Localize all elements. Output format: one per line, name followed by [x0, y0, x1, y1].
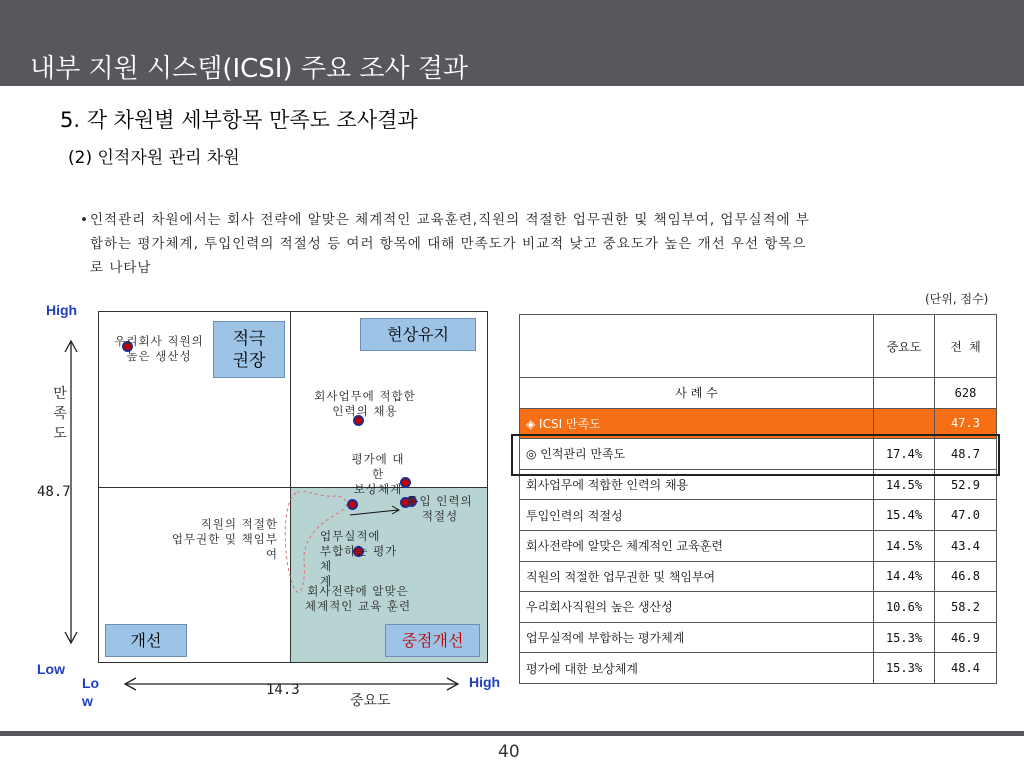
row-name: 회사전략에 알맞은 체계적인 교육훈련 — [520, 530, 874, 561]
row-importance: 14.5% — [874, 530, 935, 561]
row-importance — [874, 378, 935, 409]
table-row — [520, 561, 997, 592]
row-total: 628 — [935, 378, 997, 409]
row-importance: 15.3% — [874, 622, 935, 653]
row-total: 43.4 — [935, 530, 997, 561]
quadrant-label-maintain: 현상유지 — [360, 318, 476, 351]
row-name: 직원의 적절한 업무권한 및 책임부여 — [520, 561, 874, 592]
row-importance: 15.4% — [874, 500, 935, 531]
quadrant-label-focus-improve: 중점개선 — [385, 624, 480, 657]
row-name: ◎ 인적관리 만족도 — [520, 439, 874, 470]
table-row — [520, 653, 997, 684]
row-total: 58.2 — [935, 592, 997, 623]
point-label-hiring: 회사업무에 적합한 인력의 채용 — [314, 389, 416, 418]
x-ref-value: 14.3 — [266, 682, 300, 698]
row-name: 회사업무에 적합한 인력의 채용 — [520, 469, 874, 500]
point-label-training: 회사전략에 알맞은 체계적인 교육 훈련 — [304, 584, 412, 613]
result-table — [519, 314, 997, 684]
point-label-productivity: 우리회사 직원의 높은 생산성 — [114, 334, 204, 363]
row-total: 48.4 — [935, 653, 997, 684]
row-total: 47.0 — [935, 500, 997, 531]
y-axis-title: 만족도 — [53, 386, 67, 442]
bullet-line-2: 합하는 평가체계, 투입인력의 적절성 등 여러 항목에 대해 만족도가 비교적 낮고 중요도가 높은 개선 우선 항목으 — [90, 236, 807, 252]
header-importance: 중요도 — [874, 315, 935, 378]
row-importance: 15.3% — [874, 653, 935, 684]
row-total: 48.7 — [935, 439, 997, 470]
row-name: ◈ ICSI 만족도 — [520, 408, 874, 439]
table-row — [520, 500, 997, 531]
bullet-line-3: 로 나타남 — [90, 260, 152, 276]
row-importance: 14.4% — [874, 561, 935, 592]
row-importance: 14.5% — [874, 469, 935, 500]
bullet-line-1: 인적관리 차원에서는 회사 전략에 알맞은 체계적인 교육훈련,직원의 적절한 업무권한 및 책임부여, 업무실적에 부 — [90, 212, 810, 228]
header-total: 전 체 — [935, 315, 997, 378]
row-total: 52.9 — [935, 469, 997, 500]
pointer-line — [350, 510, 398, 515]
row-name: 사 례 수 — [520, 378, 874, 409]
table-row — [520, 378, 997, 409]
row-total: 47.3 — [935, 408, 997, 439]
y-low-label: Low — [37, 661, 65, 677]
table-row — [520, 622, 997, 653]
quadrant-label-recommend: 적극 권장 — [213, 321, 285, 378]
section-heading: 5. 각 차원별 세부항목 만족도 조사결과 — [60, 108, 418, 132]
quadrant-label-improve: 개선 — [105, 624, 187, 657]
row-importance: 10.6% — [874, 592, 935, 623]
row-name: 투입인력의 적절성 — [520, 500, 874, 531]
slide-title: 내부 지원 시스템(ICSI) 주요 조사 결과 — [30, 54, 469, 84]
table-row — [520, 530, 997, 561]
row-name: 업무실적에 부합하는 평가체계 — [520, 622, 874, 653]
x-low-label: Low — [82, 675, 100, 709]
x-high-label: High — [469, 674, 501, 690]
unit-note: (단위, 점수) — [925, 292, 989, 306]
x-axis-title: 중요도 — [350, 693, 391, 709]
table-row — [520, 592, 997, 623]
point-label-authority: 직원의 적절한 업무권한 및 책임부 여 — [171, 517, 278, 561]
y-ref-value: 48.7 — [37, 484, 71, 500]
page-number: 40 — [498, 742, 520, 762]
y-high-label: High — [46, 302, 78, 318]
row-total: 46.9 — [935, 622, 997, 653]
table-header-row — [520, 315, 997, 378]
row-name: 우리회사직원의 높은 생산성 — [520, 592, 874, 623]
subsection-heading: (2) 인적자원 관리 차원 — [68, 148, 240, 168]
data-point — [347, 499, 358, 510]
header-blank — [520, 315, 874, 378]
point-label-evaluation: 업무실적에 부합하는 평가체 계 — [320, 529, 398, 588]
bullet-dot: • — [80, 212, 89, 228]
point-label-reward: 평가에 대 한 보상체계 — [351, 452, 405, 496]
highlight-frame — [511, 434, 1000, 476]
row-importance: 17.4% — [874, 439, 935, 470]
row-name: 평가에 대한 보상체계 — [520, 653, 874, 684]
row-total: 46.8 — [935, 561, 997, 592]
footer-line — [0, 731, 1024, 736]
point-label-staffing: 투입 인력의 적절성 — [407, 494, 473, 523]
